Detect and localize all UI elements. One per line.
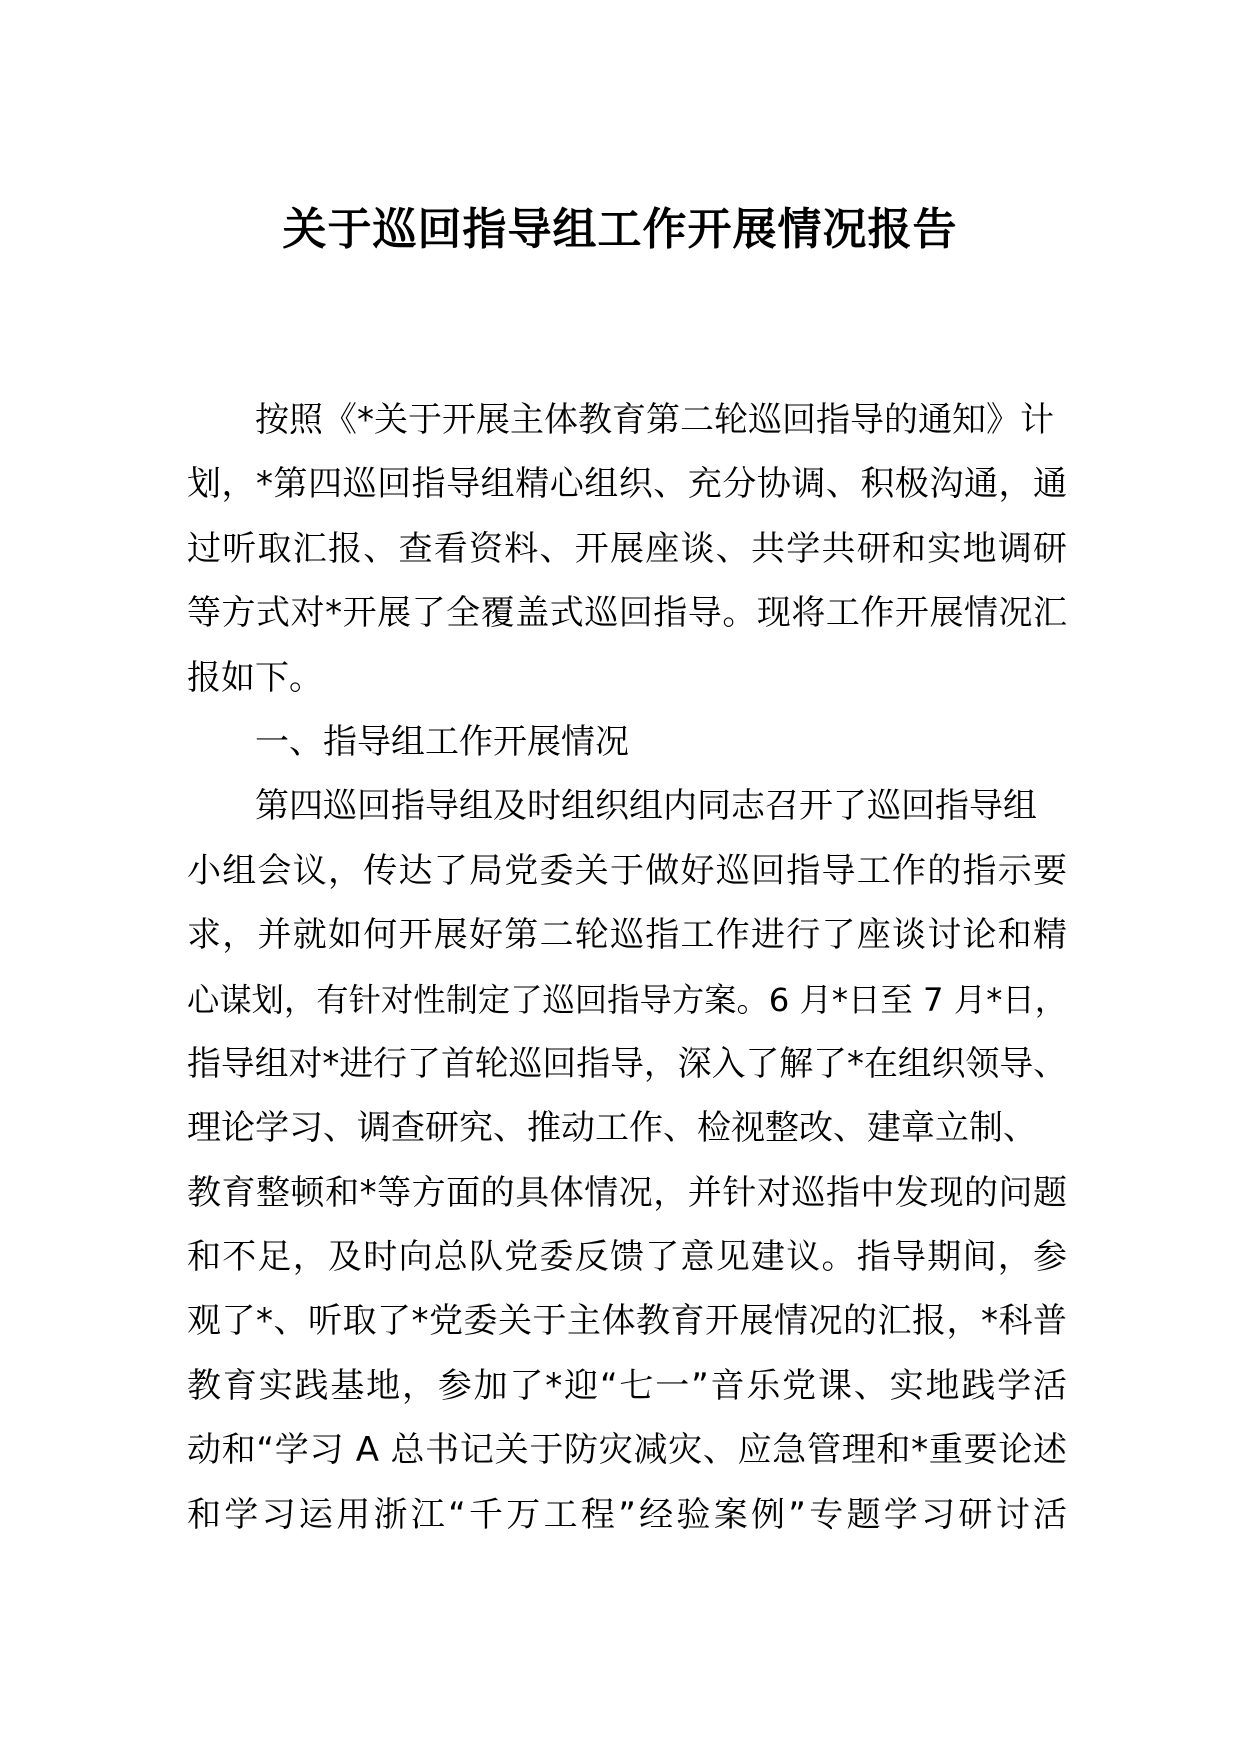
body-line-text: 动和“学习 A 总书记关于防灾减灾、应急管理和*重要论述 <box>187 1430 1067 1471</box>
section-heading <box>187 710 1067 774</box>
body-line-text: 观了*、听取了*党委关于主体教育开展情况的汇报，*科普 <box>187 1301 1067 1342</box>
body-line-text: 过听取汇报、查看资料、开展座谈、共学共研和实地调研 <box>187 528 1067 569</box>
body-line <box>187 839 1067 903</box>
body-line <box>187 646 1067 710</box>
body-line-text: 心谋划，有针对性制定了巡回指导方案。6 月*日至 7 月*日， <box>187 980 1067 1019</box>
body-line-text: 指导组对*进行了首轮巡回指导，深入了解了*在组织领导、 <box>187 1043 1067 1083</box>
body-line <box>187 1096 1067 1160</box>
body-line <box>187 517 1067 581</box>
section-heading-text: 一、指导组工作开展情况 <box>255 721 629 762</box>
body-line <box>187 903 1067 967</box>
body-line <box>187 388 1067 452</box>
body-line-text: 教育整顿和*等方面的具体情况，并针对巡指中发现的问题 <box>187 1172 1067 1213</box>
body-line <box>187 1032 1067 1096</box>
body-line <box>187 1289 1067 1353</box>
body-line <box>187 1225 1067 1289</box>
body-line-text: 和学习运用浙江“千万工程”经验案例”专题学习研讨活 <box>187 1494 1067 1535</box>
body-line <box>187 774 1067 838</box>
body-line-text: 划，*第四巡回指导组精心组织、充分协调、积极沟通，通 <box>187 464 1067 505</box>
body-line-text: 等方式对*开展了全覆盖式巡回指导。现将工作开展情况汇 <box>187 593 1067 634</box>
body-line-text: 按照《*关于开展主体教育第二轮巡回指导的通知》计 <box>255 400 1054 440</box>
body-line <box>187 1418 1067 1482</box>
body-line-text: 报如下。 <box>187 657 323 698</box>
body-line <box>187 452 1067 516</box>
document-title: 关于巡回指导组工作开展情况报告 <box>282 204 958 255</box>
body-line-text: 第四巡回指导组及时组织组内同志召开了巡回指导组 <box>255 786 1037 827</box>
body-line-text: 理论学习、调查研究、推动工作、检视整改、建章立制、 <box>187 1108 1037 1149</box>
body-line <box>187 1483 1067 1547</box>
document-body <box>187 388 1067 1547</box>
body-line-text: 求，并就如何开展好第二轮巡指工作进行了座谈讨论和精 <box>187 915 1067 956</box>
body-line <box>187 968 1067 1032</box>
body-line <box>187 1354 1067 1418</box>
body-line <box>187 581 1067 645</box>
body-line-text: 教育实践基地，参加了*迎“七一”音乐党课、实地践学活 <box>187 1365 1067 1406</box>
body-line-text: 和不足，及时向总队党委反馈了意见建议。指导期间，参 <box>187 1237 1067 1278</box>
body-line-text: 小组会议，传达了局党委关于做好巡回指导工作的指示要 <box>187 850 1067 891</box>
body-line <box>187 1161 1067 1225</box>
